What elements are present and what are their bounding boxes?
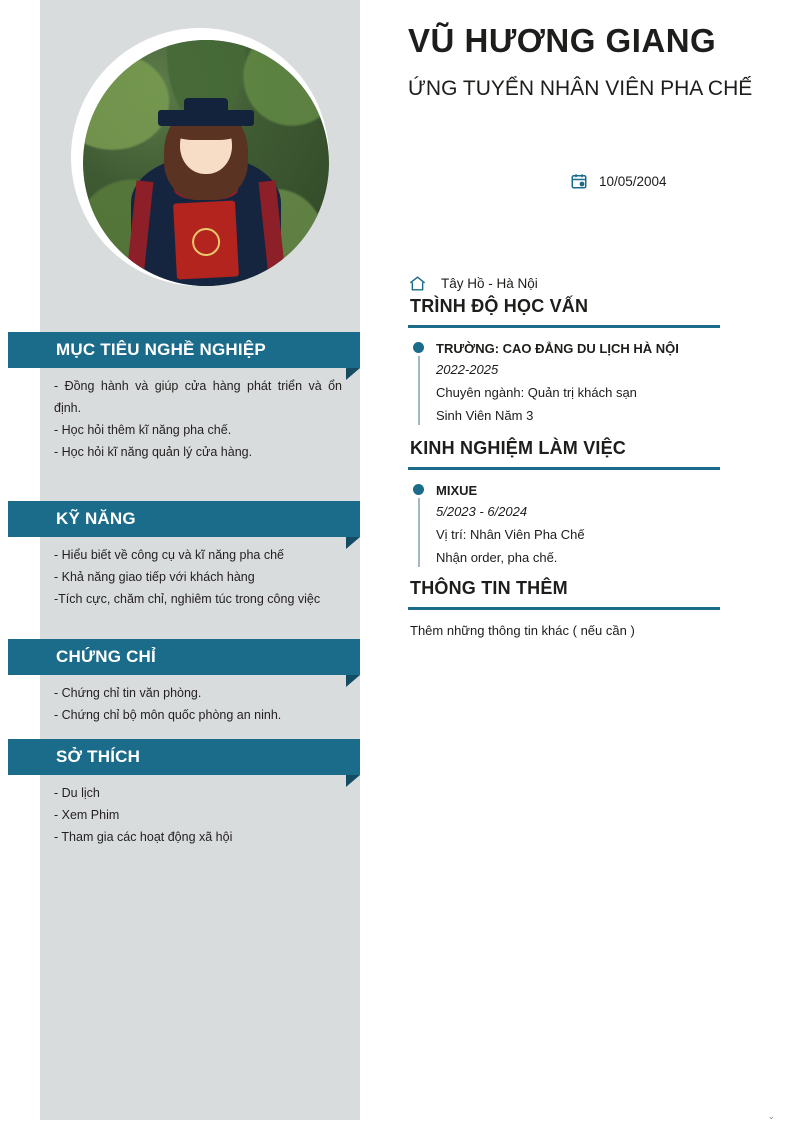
address-row — [408, 274, 538, 293]
section-body-hobbies — [54, 783, 342, 849]
figure-diploma-folder — [173, 200, 239, 279]
section-body-certificates — [54, 683, 342, 727]
list-item: - Xem Phim — [54, 807, 120, 822]
section-title: THÔNG TIN THÊM — [410, 578, 568, 598]
corner-notch — [346, 675, 360, 687]
section-body-career-objective — [54, 376, 342, 464]
page-title: VŨ HƯƠNG GIANG — [408, 22, 717, 59]
list-item: - Hiểu biết về công cụ và kĩ năng pha chế — [54, 548, 285, 562]
birthdate-row — [570, 172, 667, 190]
section-experience — [408, 438, 720, 572]
corner-notch — [346, 775, 360, 787]
section-body-skills — [54, 545, 342, 611]
entry-detail: Nhận order, pha chế. — [436, 549, 558, 565]
list-item: - Khả năng giao tiếp với khách hàng — [54, 569, 255, 584]
section-title: CHỨNG CHỈ — [56, 647, 156, 666]
divider — [408, 325, 720, 328]
corner-notch — [346, 537, 360, 549]
list-item: - Du lịch — [54, 786, 100, 800]
entry-date: 5/2023 - 6/2024 — [436, 504, 528, 520]
list-item: - Học hỏi kĩ năng quản lý cửa hàng. — [54, 444, 253, 459]
list-item: - Chứng chỉ bộ môn quốc phòng an ninh. — [54, 707, 282, 722]
section-body: Thêm những thông tin khác ( nếu cần ) — [410, 623, 635, 638]
section-header-certificates — [8, 639, 360, 675]
entry-title: TRƯỜNG: CAO ĐẲNG DU LỊCH HÀ NỘI — [436, 341, 679, 356]
list-item: -Tích cực, chăm chỉ, nghiêm túc trong công việc — [54, 591, 321, 606]
section-title: SỞ THÍCH — [56, 747, 141, 766]
list-item: - Chứng chỉ tin văn phòng. — [54, 686, 202, 700]
avatar-image — [83, 40, 329, 286]
entry-detail: Vị trí: Nhân Viên Pha Chế — [436, 527, 585, 543]
list-item — [408, 338, 720, 428]
entry-date: 2022-2025 — [436, 362, 499, 378]
timeline-line — [418, 356, 421, 425]
entry-detail: Sinh Viên Năm 3 — [436, 407, 534, 423]
divider — [408, 607, 720, 610]
section-title: MỤC TIÊU NGHỀ NGHIỆP — [56, 340, 266, 359]
timeline-dot-icon — [413, 484, 424, 495]
divider — [408, 467, 720, 470]
section-header-career-objective — [8, 332, 360, 368]
timeline-line — [418, 498, 421, 567]
list-item: - Đồng hành và giúp cửa hàng phát triển và ổn định. — [54, 379, 342, 415]
entry-title: MIXUE — [436, 483, 478, 498]
section-header-hobbies — [8, 739, 360, 775]
avatar — [71, 28, 329, 286]
page-subtitle: ỨNG TUYỂN NHÂN VIÊN PHA CHẾ — [408, 77, 753, 100]
figure-graduation-cap — [158, 110, 254, 126]
section-title: KINH NGHIỆM LÀM VIỆC — [410, 438, 627, 458]
corner-notch — [346, 368, 360, 380]
entry-detail: Chuyên ngành: Quản trị khách sạn — [436, 385, 637, 401]
section-header-skills — [8, 501, 360, 537]
list-item: - Học hỏi thêm kĩ năng pha chế. — [54, 422, 232, 437]
calendar-icon — [570, 172, 588, 190]
list-item: - Tham gia các hoạt động xã hội — [54, 829, 233, 844]
home-icon — [408, 274, 427, 293]
timeline-dot-icon — [413, 342, 424, 353]
section-more-info — [408, 578, 720, 642]
section-title: KỸ NĂNG — [56, 509, 136, 528]
page-corner-mark: ⌄ — [767, 1111, 775, 1121]
section-education — [408, 296, 720, 430]
address-value: Tây Hồ - Hà Nội — [441, 276, 538, 291]
birthdate-value: 10/05/2004 — [599, 173, 667, 189]
section-title: TRÌNH ĐỘ HỌC VẤN — [410, 296, 589, 316]
list-item — [408, 480, 720, 570]
